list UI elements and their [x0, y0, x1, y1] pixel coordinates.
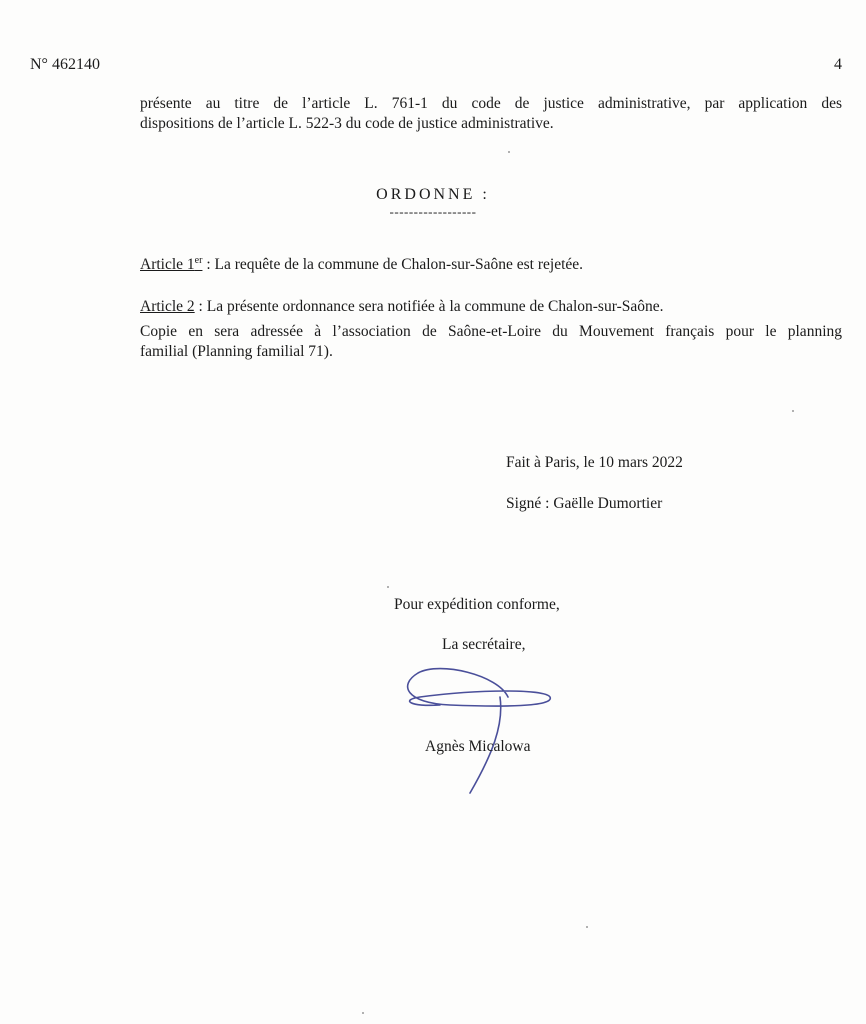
article-2-text: : La présente ordonnance sera notifiée à la commune de Chalon-sur-Saône. [194, 298, 664, 315]
scan-speck [387, 586, 389, 588]
scan-speck [508, 151, 510, 153]
ordonne-heading: ORDONNE : [376, 186, 490, 203]
article-1-text: : La requête de la commune de Chalon-sur-Saône est rejetée. [202, 256, 584, 274]
intro-line-2: dispositions de l’article L. 522-3 du code de justice administrative. [140, 115, 554, 132]
article-1 [140, 255, 583, 274]
scan-speck [362, 1012, 364, 1014]
ordonne-rule: ------------------ [389, 204, 477, 219]
signed-by: Signé : Gaëlle Dumortier [506, 495, 663, 512]
secretary-name: Agnès Micalowa [425, 738, 531, 755]
article-2 [140, 298, 664, 316]
expedition-line: Pour expédition conforme, [394, 596, 560, 613]
copy-line-2: familial (Planning familial 71). [140, 343, 333, 360]
copy-line-1: Copie en sera adressée à l’association de Saône-et-Loire du Mouvement français pour le planning [140, 323, 842, 340]
page-number: 4 [834, 56, 842, 73]
secretary-role: La secrétaire, [442, 636, 526, 653]
intro-line-1: présente au titre de l’article L. 761-1 du code de justice administrative, par application des [140, 95, 842, 112]
place-date: Fait à Paris, le 10 mars 2022 [506, 454, 683, 471]
article-2-label: Article 2 [140, 298, 195, 315]
scan-speck [586, 926, 588, 928]
handwritten-signature [380, 655, 580, 805]
scan-speck [792, 410, 794, 412]
case-number: N° 462140 [30, 56, 100, 73]
article-1-label: Article 1er [140, 255, 203, 274]
